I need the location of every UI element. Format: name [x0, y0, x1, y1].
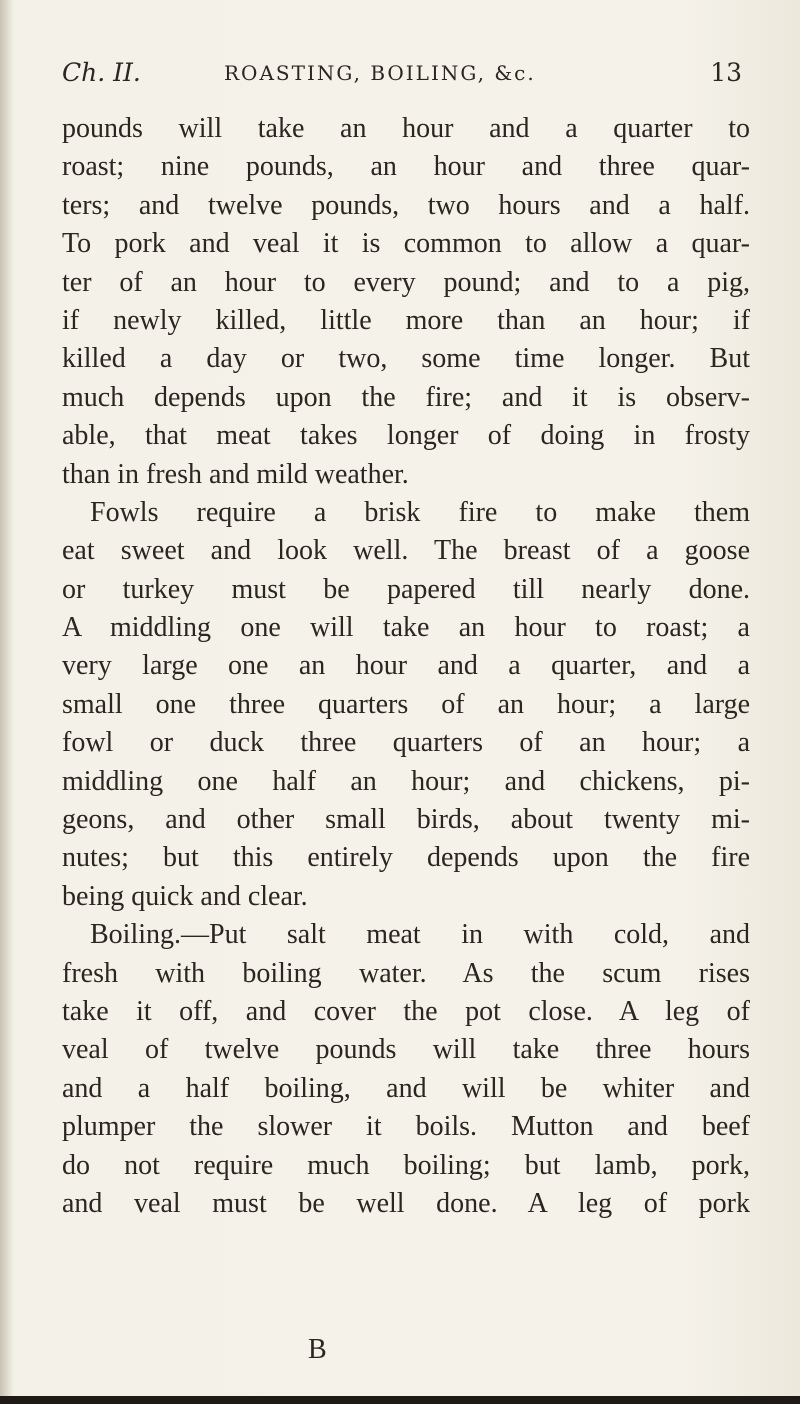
text-line: roast; nine pounds, an hour and three quar-: [62, 151, 750, 183]
page-gutter-shadow: [0, 0, 14, 1404]
text-line: Fowls require a brisk fire to make them: [90, 496, 750, 528]
text-line: veal of twelve pounds will take three hours: [62, 1034, 750, 1066]
text-line: do not require much boiling; but lamb, pork,: [62, 1149, 750, 1181]
text-line: fowl or duck three quarters of an hour; a: [62, 727, 750, 759]
text-line: Boiling.—Put salt meat in with cold, and: [90, 919, 750, 951]
text-line: geons, and other small birds, about twenty mi-: [62, 804, 750, 836]
text-line: pounds will take an hour and a quarter to: [62, 113, 750, 144]
text-line: very large one an hour and a quarter, and a: [62, 650, 750, 682]
text-line: fresh with boiling water. As the scum rises: [62, 957, 750, 989]
text-line: and veal must be well done. A leg of pork: [62, 1187, 750, 1219]
text-line: eat sweet and look well. The breast of a goose: [62, 535, 750, 567]
text-line: ter of an hour to every pound; and to a pig,: [62, 266, 750, 298]
text-line: if newly killed, little more than an hour; if: [62, 304, 750, 336]
body-text: [62, 110, 750, 1223]
text-line: nutes; but this entirely depends upon the fire: [62, 842, 750, 874]
page-number: 13: [710, 58, 742, 87]
chapter-label: Ch. II.: [62, 58, 141, 87]
text-line: ters; and twelve pounds, two hours and a half.: [62, 189, 750, 221]
running-title: ROASTING, BOILING, &c.: [224, 61, 536, 85]
text-line: A middling one will take an hour to roast; a: [62, 612, 750, 644]
page-bottom-edge: [0, 1396, 800, 1404]
text-line: than in fresh and mild weather.: [62, 458, 409, 490]
text-line: much depends upon the fire; and it is observ-: [62, 381, 750, 413]
text-line: small one three quarters of an hour; a large: [62, 688, 750, 720]
running-header: [62, 58, 742, 98]
text-line: middling one half an hour; and chickens, pi-: [62, 765, 750, 797]
text-line: take it off, and cover the pot close. A leg of: [62, 995, 750, 1027]
text-line: being quick and clear.: [62, 880, 308, 912]
text-line: and a half boiling, and will be whiter and: [62, 1072, 750, 1104]
text-line: plumper the slower it boils. Mutton and beef: [62, 1111, 750, 1143]
text-line: To pork and veal it is common to allow a quar-: [62, 228, 750, 260]
text-line: able, that meat takes longer of doing in frosty: [62, 420, 750, 452]
text-line: or turkey must be papered till nearly done.: [62, 573, 750, 605]
signature-mark: B: [308, 1334, 327, 1365]
text-line: killed a day or two, some time longer. But: [62, 343, 750, 375]
